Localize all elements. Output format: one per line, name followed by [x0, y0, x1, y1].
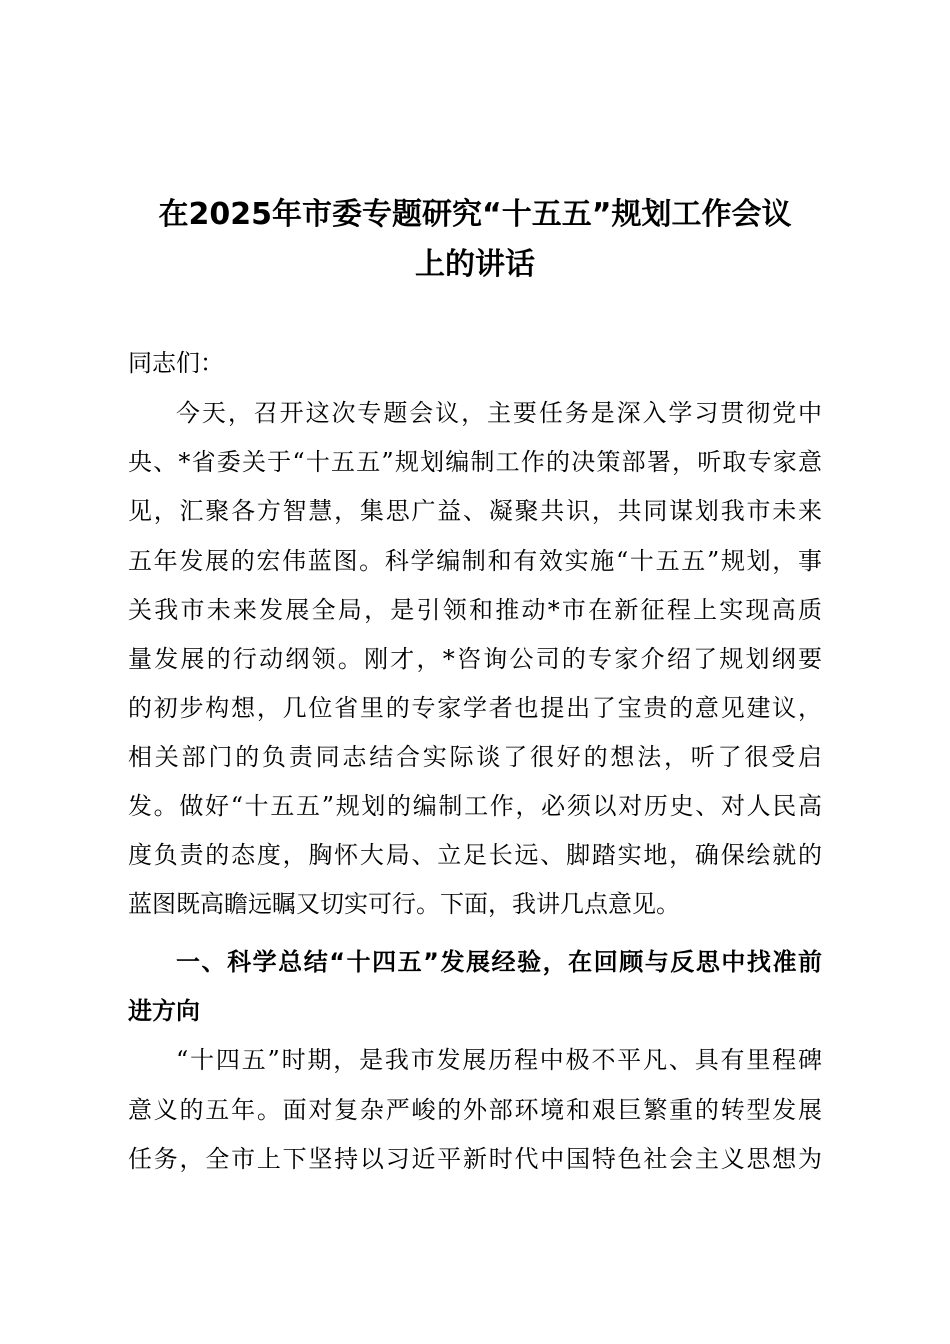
paragraph-line: 相关部门的负责同志结合实际谈了很好的想法，听了很受启 [128, 743, 822, 771]
paragraph-line: 量发展的行动纲领。刚才，*咨询公司的专家介绍了规划纲要 [128, 645, 822, 673]
paragraph-line: 见，汇聚各方智慧，集思广益、凝聚共识，共同谋划我市未来 [128, 497, 822, 525]
section-heading: 一、科学总结“十四五”发展经验，在回顾与反思中找准前 [176, 948, 822, 976]
paragraph-line: 任务，全市上下坚持以习近平新时代中国特色社会主义思想为 [128, 1145, 822, 1173]
document-title-line-1: 在2025年市委专题研究“十五五”规划工作会议 [158, 197, 792, 232]
section-heading-continued: 进方向 [128, 997, 200, 1025]
paragraph-line: 度负责的态度，胸怀大局、立足长远、脚踏实地，确保绘就的 [128, 841, 822, 869]
paragraph-line: 的初步构想，几位省里的专家学者也提出了宝贵的意见建议， [128, 694, 822, 722]
document-title-line-2: 上的讲话 [415, 247, 535, 282]
paragraph-line: 今天，召开这次专题会议，主要任务是深入学习贯彻党中 [176, 399, 822, 427]
paragraph-line: 发。做好“十五五”规划的编制工作，必须以对历史、对人民高 [128, 792, 822, 820]
paragraph-line: “十四五”时期，是我市发展历程中极不平凡、具有里程碑 [176, 1046, 822, 1074]
salutation: 同志们： [128, 349, 224, 377]
paragraph-line: 央、*省委关于“十五五”规划编制工作的决策部署，听取专家意 [128, 448, 822, 476]
paragraph-line: 蓝图既高瞻远瞩又切实可行。下面，我讲几点意见。 [128, 890, 680, 918]
paragraph-line: 五年发展的宏伟蓝图。科学编制和有效实施“十五五”规划，事 [128, 547, 822, 575]
paragraph-line: 意义的五年。面对复杂严峻的外部环境和艰巨繁重的转型发展 [128, 1096, 822, 1124]
paragraph-line: 关我市未来发展全局，是引领和推动*市在新征程上实现高质 [128, 596, 822, 624]
